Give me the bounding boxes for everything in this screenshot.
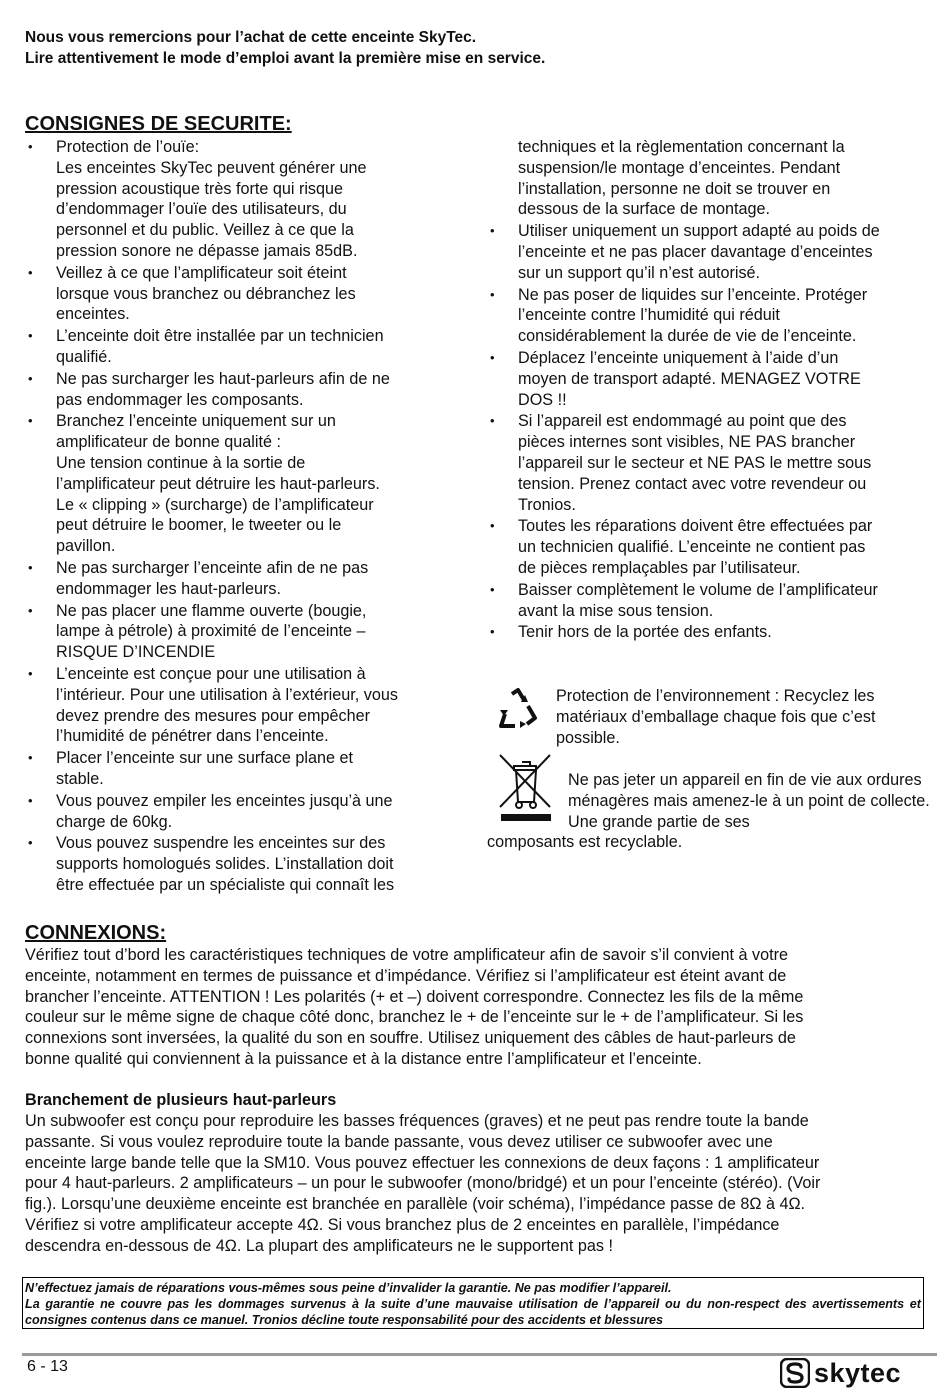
list-item-line: Le « clipping » (surcharge) de l’amplificateur <box>56 495 374 514</box>
list-item-line: Tronios. <box>518 495 576 514</box>
list-item <box>25 411 450 557</box>
safety-left-column <box>25 137 450 897</box>
list-item-line: • L’enceinte est conçue pour une utilisation à <box>56 664 366 683</box>
list-item-line: dessous de la surface de montage. <box>518 200 770 219</box>
list-item-line: • Ne pas poser de liquides sur l’enceinte. Protéger <box>518 285 868 304</box>
list-item-line: l’amplificateur peut détruire les haut-parleurs. <box>56 474 380 493</box>
list-item-line: suspension/le montage d’enceintes. Pendant <box>518 158 841 177</box>
list-item-line: • Vous pouvez empiler les enceintes jusqu’à une <box>56 791 393 810</box>
list-item-line: pavillon. <box>56 537 116 556</box>
intro <box>25 27 545 69</box>
warranty-line-2: La garantie ne couvre pas les dommages survenus à la suite d’une mauvaise utilisation de l’appareil ou du non-respect des avertissements et consignes contenus dans ce manuel. Tronios décline toute responsabilité pour des accidents et blessures <box>25 1297 921 1327</box>
list-item-line: • Déplacez l’enceinte uniquement à l’aide d’un <box>518 348 839 367</box>
list-item-line: amplificateur de bonne qualité : <box>56 433 281 452</box>
list-item-line: • Ne pas surcharger les haut-parleurs afin de ne <box>56 369 390 388</box>
list-item <box>25 791 450 833</box>
list-item-line: • Si l’appareil est endommagé au point que des <box>518 412 847 431</box>
list-item <box>487 411 937 515</box>
list-item <box>487 221 937 283</box>
intro-line-1: Nous vous remercions pour l’achat de cette enceinte SkyTec. <box>25 29 477 46</box>
list-item-line: l’enceinte contre l’humidité qui réduit <box>518 306 780 325</box>
list-item-line: • Vous pouvez suspendre les enceintes sur des <box>56 834 386 853</box>
list-item-line: être effectuée par un spécialiste qui connaît les <box>56 875 395 894</box>
list-item-line: • Placer l’enceinte sur une surface plane et <box>56 749 353 768</box>
weee-text <box>568 770 938 832</box>
list-item-line: pression acoustique très forte qui risque <box>56 179 344 198</box>
list-item-line: de pièces remplaçables par l’utilisateur. <box>518 558 801 577</box>
list-item-line: considérablement la durée de vie de l’enceinte. <box>518 327 857 346</box>
paragraph-line: Vérifiez tout d’bord les caractéristiques techniques de votre amplificateur afin de savoir s’il convient à votre <box>25 946 788 964</box>
paragraph-line: enceinte large bande telle que la SM10. Vous pouvez effectuer les connexions de deux façons : 1 amplificateur <box>25 1153 820 1172</box>
list-item-line: • Veillez à ce que l’amplificateur soit éteint <box>56 263 347 282</box>
list-item <box>487 622 937 643</box>
paragraph-line: bonne qualité qui conviennent à la puissance et à la distance entre l’amplificateur et l’enceinte. <box>25 1049 702 1068</box>
list-item <box>25 263 450 325</box>
connexions-paragraph <box>25 945 930 1070</box>
paragraph-line: Vérifiez si votre amplificateur accepte 4Ω. Si vous branchez plus de 2 enceintes en parallèle, l’impédance <box>25 1215 780 1234</box>
list-item-line: • Utiliser uniquement un support adapté au poids de <box>518 222 880 241</box>
warranty-box <box>22 1277 924 1329</box>
list-item-line: lorsque vous branchez ou débranchez les <box>56 284 356 303</box>
list-item-line: un technicien qualifié. L’enceinte ne contient pas <box>518 538 866 557</box>
list-item-line: peut détruire le boomer, le tweeter ou le <box>56 516 342 535</box>
paragraph-line: descendra en-dessous de 4Ω. La plupart des amplificateurs ne le supportent pas ! <box>25 1236 614 1255</box>
list-item-line: l’appareil sur le secteur et NE PAS le mettre sous <box>518 453 872 472</box>
recycle-line: Protection de l’environnement : Recyclez les <box>556 687 875 705</box>
list-item-line: l’enceinte et ne pas placer davantage d’enceintes <box>518 242 873 261</box>
list-item-line: RISQUE D’INCENDIE <box>56 643 216 662</box>
paragraph-line: fig.). Lorsqu’une deuxième enceinte est branchée en parallèle (voir schéma), l’impédance passe de 8Ω à 4Ω. <box>25 1195 806 1214</box>
recycle-line: possible. <box>556 728 620 747</box>
list-item-continuation <box>487 137 937 220</box>
list-item-line: l’installation, personne ne doit se trouver en <box>518 179 831 198</box>
recycle-text <box>556 686 936 748</box>
paragraph-line: passante. Si vous voulez reproduire toute la bande passante, vous devez utiliser ce subwoofer avec une <box>25 1132 773 1151</box>
list-item <box>25 833 450 895</box>
list-item-line: • Toutes les réparations doivent être effectuées par <box>518 517 873 536</box>
safety-left-list <box>25 137 450 896</box>
list-item-line: devez prendre des mesures pour empêcher <box>56 706 371 725</box>
list-item-line: l’intérieur. Pour une utilisation à l’extérieur, vous <box>56 685 398 704</box>
list-item-line: • Baisser complètement le volume de l’amplificateur <box>518 580 878 599</box>
list-item-line: • Branchez l’enceinte uniquement sur un <box>56 412 336 431</box>
list-item-line: Les enceintes SkyTec peuvent générer une <box>56 158 367 177</box>
paragraph-line: pour 4 haut-parleurs. 2 amplificateurs – un pour le subwoofer (mono/bridgé) et un pour l’enceinte (stéréo). (Voir <box>25 1174 821 1193</box>
weee-line: ordures ménagères mais amenez-le à un <box>568 771 922 810</box>
list-item-line: supports homologués solides. L’installation doit <box>56 855 394 874</box>
list-item-line: lampe à pétrole) à proximité de l’enceinte – <box>56 622 366 641</box>
list-item-line: Une tension continue à la sortie de <box>56 453 306 472</box>
paragraph-line: brancher l’enceinte. ATTENTION ! Les polarités (+ et –) doivent correspondre. Connectez les fils de la même <box>25 987 804 1006</box>
safety-right-list <box>487 137 937 643</box>
list-item-line: endommager les haut-parleurs. <box>56 579 281 598</box>
list-item-line: pas endommager les composants. <box>56 390 304 409</box>
paragraph-line: connexions sont inversées, la qualité du son en souffre. Utilisez uniquement des câbles de haut-parleurs de <box>25 1029 796 1048</box>
warranty-line-1: N’effectuez jamais de réparations vous-mêmes sous peine d’invalider la garantie. Ne pas modifier l’appareil. <box>25 1281 672 1295</box>
brand-name: skytec <box>814 1358 902 1388</box>
list-item <box>25 326 450 368</box>
weee-line: point de collecte. Une grande partie de ses <box>568 791 930 831</box>
list-item-line: • L’enceinte doit être installée par un technicien <box>56 327 384 346</box>
list-item-line: avant la mise sous tension. <box>518 601 714 620</box>
list-item <box>25 137 450 262</box>
safety-right-column <box>487 137 937 644</box>
paragraph-line: couleur sur le même signe de chaque côté donc, branchez le + de l’enceinte sur le + de l’amplificateur. Si les <box>25 1008 804 1027</box>
list-item <box>25 601 450 663</box>
safety-title: CONSIGNES DE SECURITE: <box>25 113 292 135</box>
list-item <box>487 580 937 622</box>
list-item-line: moyen de transport adapté. MENAGEZ VOTRE <box>518 369 861 388</box>
list-item <box>25 369 450 411</box>
list-item-line: qualifié. <box>56 347 112 366</box>
list-item-line: • Protection de l’ouïe: <box>56 138 200 156</box>
list-item-line: sur un support qu’il n’est autorisé. <box>518 263 761 282</box>
weee-last-line: composants est recyclable. <box>487 833 683 851</box>
list-item <box>487 285 937 347</box>
list-item-line: pression sonore ne dépasse jamais 85dB. <box>56 241 358 260</box>
recycle-line: matériaux d’emballage chaque fois que c’est <box>556 707 876 726</box>
list-item <box>487 516 937 578</box>
list-item <box>487 348 937 410</box>
list-item-line: techniques et la règlementation concernant la <box>518 138 845 156</box>
list-item-line: d’endommager l’ouïe des utilisateurs, du <box>56 200 347 219</box>
list-item-line: • Tenir hors de la portée des enfants. <box>518 623 772 642</box>
branchement-paragraph <box>25 1111 930 1257</box>
list-item <box>25 558 450 600</box>
list-item-line: • Ne pas surcharger l’enceinte afin de ne pas <box>56 558 369 577</box>
recycle-icon <box>495 688 541 730</box>
list-item-line: • Ne pas placer une flamme ouverte (bougie, <box>56 601 367 620</box>
list-item-line: l’humidité de pénétrer dans l’enceinte. <box>56 727 329 746</box>
footer-rule <box>22 1353 937 1356</box>
list-item <box>25 748 450 790</box>
list-item <box>25 664 450 747</box>
crossed-bin-icon <box>497 752 555 822</box>
paragraph-line: Un subwoofer est conçu pour reproduire les basses fréquences (graves) et ne peut pas rendre toute la bande <box>25 1112 809 1130</box>
page-number: 6 - 13 <box>27 1358 68 1375</box>
list-item-line: charge de 60kg. <box>56 812 173 831</box>
paragraph-line: enceinte, notamment en termes de puissance et d’impédance. Vérifiez si l’amplificateur est éteint avant de <box>25 966 787 985</box>
list-item-line: tension. Prenez contact avec votre revendeur ou <box>518 474 867 493</box>
branchement-title: Branchement de plusieurs haut-parleurs <box>25 1091 337 1109</box>
skytec-logo <box>780 1358 901 1388</box>
connexions-title: CONNEXIONS: <box>25 922 167 944</box>
intro-line-2: Lire attentivement le mode d’emploi avant la première mise en service. <box>25 50 546 67</box>
list-item-line: pièces internes sont visibles, NE PAS brancher <box>518 433 856 452</box>
list-item-line: stable. <box>56 769 104 788</box>
skytec-s-logo-icon <box>780 1358 810 1388</box>
list-item-line: DOS !! <box>518 390 567 409</box>
weee-line: Ne pas jeter un appareil en fin de vie aux <box>568 771 863 789</box>
list-item-line: enceintes. <box>56 305 130 324</box>
list-item-line: personnel et du public. Veillez à ce que la <box>56 221 354 240</box>
